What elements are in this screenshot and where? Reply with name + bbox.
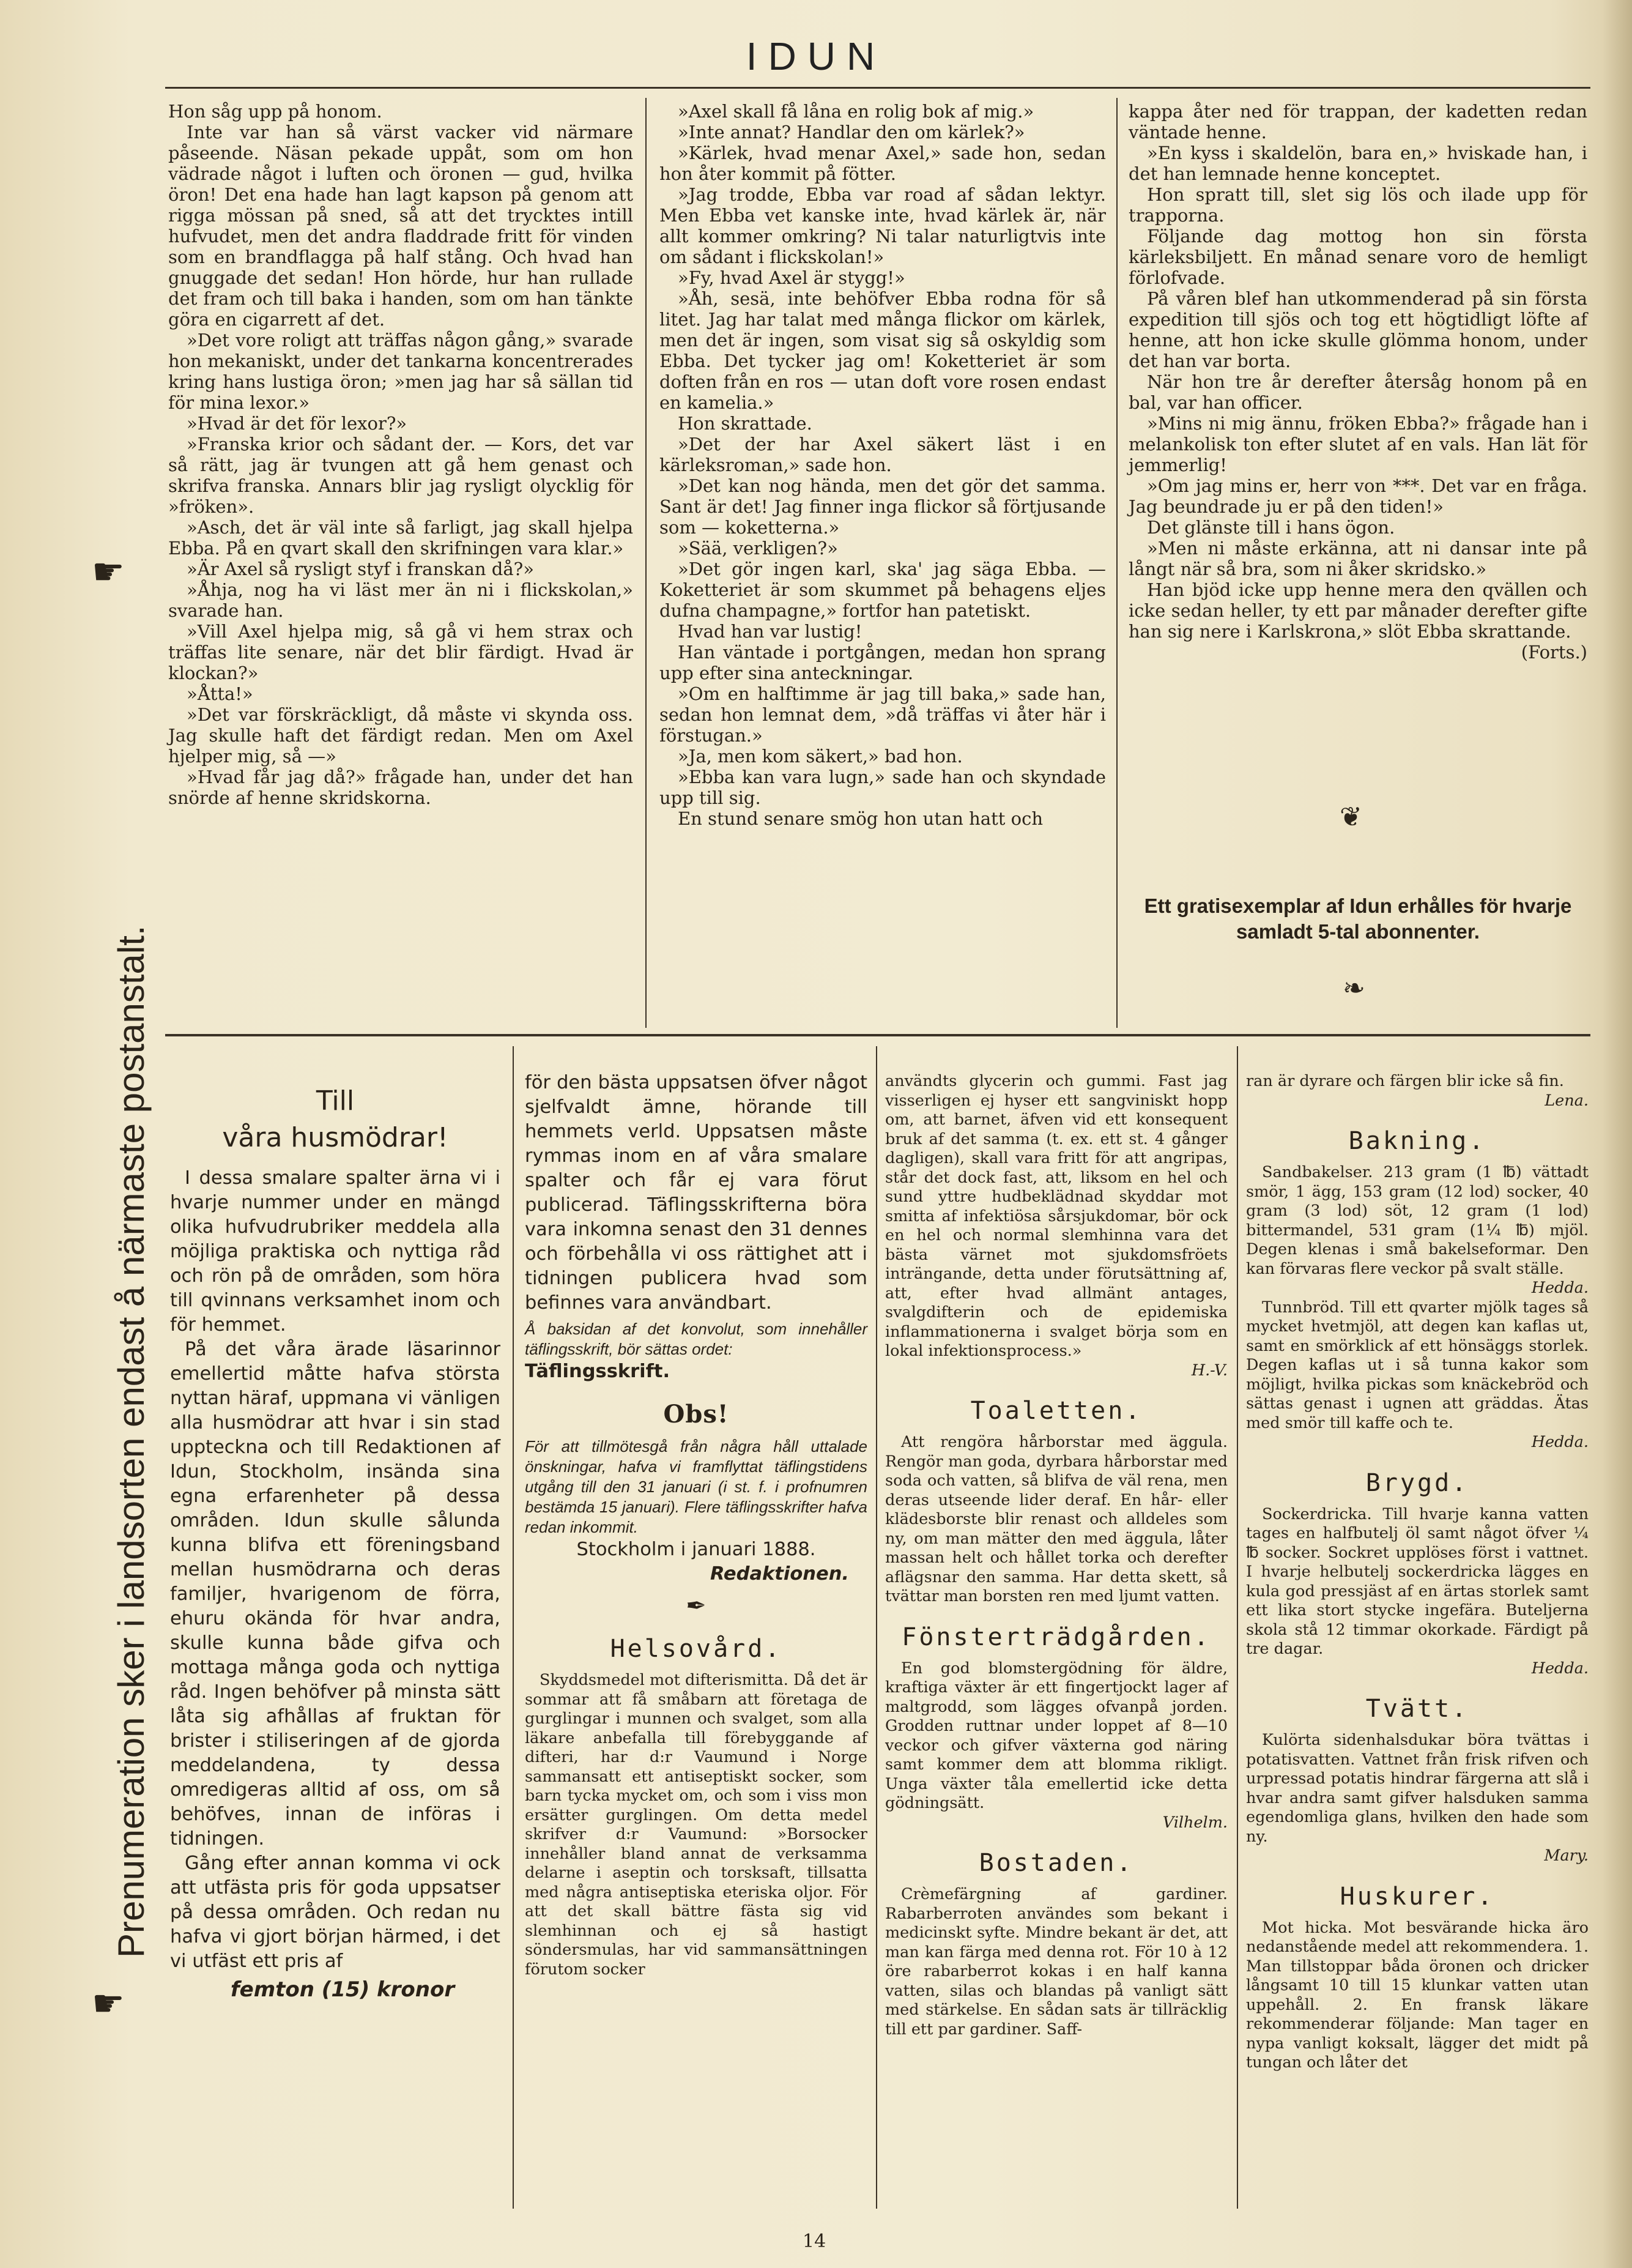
- story-paragraph: »Det gör ingen karl, ska' jag säga Ebba. — Koketteriet är som skummet på behagens eljes dufna champagne,» fortfor han patetiskt.: [659, 559, 1106, 621]
- bakning-text: Tunnbröd. Till ett qvarter mjölk tages så mycket hvetmjöl, att degen kan kaflas ut, samt en smörklick af ett hönsäggs storlek. Degen kaflas ut i så tunna kakor som möjligt, hvilka pickas som knäckebröd och sättas genast i ugnen att gräddas. Ätas med smör till kaffe och te.: [1246, 1298, 1589, 1432]
- story-paragraph: »En kyss i skaldelön, bara en,» hviskade han, i det han lemnade henne konceptet.: [1129, 143, 1587, 184]
- story-paragraph: »Inte annat? Handlar den om kärlek?»: [678, 122, 1025, 143]
- competition-word: Täflingsskrift.: [525, 1361, 670, 1382]
- obs-text: För att tillmötesgå från några håll uttalade önskningar, hafva vi framflyttat täflingstidens utgång till den 31 januari (i st. f. i profnumren bestämda 15 januari). Flere täflingsskrifter hafva redan inkommit.: [525, 1437, 867, 1536]
- story-paragraph: kappa åter ned för trappan, der kadetten redan väntade henne.: [1129, 101, 1587, 143]
- huskurer-heading: Huskurer.: [1340, 1882, 1495, 1911]
- story-paragraph: »Det var förskräckligt, då måste vi skynda oss. Jag skulle haft det färdigt redan. Men om Axel hjelper mig, så —»: [168, 704, 633, 767]
- story-paragraph: »Åtta!»: [187, 683, 253, 704]
- huskurer-text: Mot hicka. Mot besvärande hicka äro nedanstående medel att rekommendera. 1. Man tillstoppar båda öronen och dricker långsamt 10 till 15 klunkar vatten utan uppehåll. 2. En fransk läkare rekommenderar följande: Man tager en nypa vanligt koksalt, lägger det midt på tungan och låter det: [1246, 1918, 1589, 2072]
- brygd-text: Sockerdricka. Till hvarje kanna vatten tages en halfbutelj öl samt något öfver ¼ ℔ socker. Sockret upplöses först i vattnet. I hvarje helbutelj sockerdricka lägges en kula god pressjäst af en ärtas storlek samt ett lika stort stycke ingefära. Buteljerna skola stå 12 timmar okorkade. Färdigt på tre dagar.: [1246, 1504, 1589, 1658]
- story-paragraph: Han väntade i portgången, medan hon sprang upp efter sina anteckningar.: [659, 642, 1106, 683]
- story-paragraph: »Franska krior och sådant der. — Kors, det var så rätt, jag är tvungen att gå hem genast och skrifva franska. Annars blir jag rysligt olycklig för »fröken».: [168, 434, 633, 517]
- brygd-heading: Brygd.: [1365, 1468, 1469, 1497]
- story-paragraph: När hon tre år derefter återsåg honom på en bal, var han officer.: [1129, 371, 1587, 413]
- date-line: Stockholm i januari 1888.: [576, 1539, 816, 1560]
- story-paragraph: »Jag trodde, Ebba var road af sådan lektyr. Men Ebba vet kanske inte, hvad kärlek är, när allt kommer omkring? Ni talar naturligtvis inte om sådant i flickskolan!»: [659, 184, 1106, 267]
- story-paragraph: »Men ni måste erkänna, att ni dansar inte på långt när så bra, som ni åker skridsko.»: [1129, 538, 1587, 579]
- bostaden-heading: Bostaden.: [979, 1849, 1134, 1877]
- story-column-2: [659, 101, 1106, 829]
- section-title: [170, 1083, 500, 1156]
- masthead-rule: [165, 87, 1590, 89]
- till-paragraph: Gång efter annan komma vi ock att utfästa pris för goda uppsatser på dessa områden. Och redan nu hafva vi gjort början härmed, i det vi utfäst ett pris af: [170, 1853, 500, 1972]
- obs-heading: Obs!: [663, 1400, 729, 1429]
- story-paragraph: »Om en halftimme är jag till baka,» sade han, sedan hon lemnat dem, »då träffas vi åter här i förstugan.»: [659, 683, 1106, 746]
- story-column-3: [1129, 101, 1587, 663]
- story-paragraph: Inte var han så värst vacker vid närmare påseende. Näsan pekade uppåt, som om hon vädrade något i luften och öronen — gud, hvilka öron! Det ena hade han lagt kapson på genom att rigga mössan på sned, så att det trycktes intill hufvudet, men det andra fladdrade fritt för vinden som en brandflagga på half stång. Och hvad han gnuggade det sedan! Hon hörde, hur han rullade det fram och till baka i handen, som om han tänkte göra en cigarrett af det.: [168, 122, 633, 330]
- fonstertradgarden-heading: Fönsterträdgården.: [902, 1623, 1211, 1651]
- competition-instruction: Å baksidan af det konvolut, som innehåller täflingsskrift, bör sättas ordet:: [525, 1320, 867, 1358]
- section-till-husmodrar: [170, 1083, 500, 2002]
- helsovard-continued: användts glycerin och gummi. Fast jag visserligen ej hyser ett sangviniskt hopp om, att barnet, äfven vid ett konsequent bruk af det samma (t. ex. ett st. 4 gånger dagligen), skall vara fritt för att angripas, står det dock fast, att, liksom en hel och sund yttre hudbeklädnad skyddar mot smitta af infektiösa sårsjukdomar, bör ock en hel och normal slemhinna vara det bästa värnet mot sjukdomsfröets inträngande, detta under förutsättning af, att, efter hvad allmänt antages, svalgdifterin och de epidemiska inflammationerna i svalget börja som en lokal infektionsprocess.»: [885, 1072, 1228, 1360]
- toaletten-heading: Toaletten.: [970, 1397, 1143, 1425]
- bostaden-text: Crèmefärgning af gardiner. Rabarberroten användes som bekant i medicinskt syfte. Mindre bekant är det, att man kan färga med denna rot. För 10 à 12 öre rabarberrot kokas i en half kanna vatten, silas och blandas på vanligt sätt med stärkelse. En sådan sats är tillräcklig till ett par gardiner. Saff-: [885, 1885, 1228, 2039]
- story-paragraph: Hon skrattade.: [678, 413, 812, 434]
- column-divider: [1116, 98, 1118, 1028]
- masthead: IDUN: [746, 34, 886, 78]
- column-divider: [1237, 1046, 1238, 2209]
- story-paragraph: »Axel skall få låna en rolig bok af mig.»: [678, 101, 1034, 122]
- bostaden-continued: ran är dyrare och färgen blir icke så fin.: [1246, 1072, 1564, 1090]
- story-paragraph: Hvad han var lustig!: [678, 621, 862, 642]
- toaletten-text: Att rengöra hårborstar med äggula. Rengör man goda, dyrbara hårborstar med soda och vatten, så blifva de väl rena, men deras utseende lider deraf. En hår- eller klädesborste blir renast och alldeles som ny, om man mätter den med äggula, låter massan helt och hållet torka och derefter aflägsnar den samma. Har detta skett, så tvättar man borsten ren med ljumt vatten.: [885, 1433, 1228, 1605]
- story-paragraph: »Om jag mins er, herr von ***. Det var en fråga. Jag beundrade ju er på den tiden!»: [1129, 475, 1587, 517]
- story-paragraph: »Kärlek, hvad menar Axel,» sade hon, sedan hon åter kommit på fötter.: [659, 143, 1106, 184]
- quill-ornament-icon: ✒: [686, 1592, 707, 1620]
- tvatt-heading: Tvätt.: [1365, 1695, 1469, 1723]
- story-paragraph: »Sää, verkligen?»: [678, 538, 838, 559]
- page-number: 14: [803, 2231, 826, 2252]
- story-paragraph: »Hvad är det för lexor?»: [187, 413, 407, 434]
- story-paragraph: »Fy, hvad Axel är stygg!»: [678, 267, 905, 288]
- floral-ornament-icon: ❦: [1340, 801, 1362, 833]
- page-fold-shadow: [1603, 0, 1632, 2268]
- column-divider: [876, 1046, 877, 2209]
- section-column-c: [885, 1072, 1228, 2039]
- section-column-d: [1246, 1072, 1589, 2073]
- story-paragraph: »Det vore roligt att träffas någon gång,» svarade hon mekaniskt, under det tankarna koncentrerades kring hans lustiga öron; »men jag har så sällan tid för mina lexor.»: [168, 330, 633, 413]
- signature: Hedda.: [1531, 1279, 1589, 1297]
- story-paragraph: »Det kan nog hända, men det gör det samma. Sant är det! Jag finner inga flickor så förtjusande som — koketterna.»: [659, 475, 1106, 538]
- story-paragraph: »Mins ni mig ännu, fröken Ebba?» frågade han i melankolisk ton efter slutet af en vals. Han lät för jemmerlig!: [1129, 413, 1587, 475]
- story-paragraph: »Vill Axel hjelpa mig, så gå vi hem strax och träffas lite senare, när det blir färdigt. Hvad är klockan?»: [168, 621, 633, 683]
- bakning-text: Sandbakelser. 213 gram (1 ℔) vättadt smör, 1 ägg, 153 gram (12 lod) socker, 40 gram (3 lod) söt, 12 gram (1 lod) bittermandel, 531 gram (1¼ ℔) mjöl. Degen klenas i små bakelseformar. Den kan förvaras flere veckor på svalt ställe.: [1246, 1163, 1589, 1278]
- helsovard-text: Skyddsmedel mot difterismitta. Då det är sommar att få småbarn att företaga de gurglingar i munnen och svalget, som alla läkare anbefalla till förebyggande af difteri, har d:r Vaumund i Norge sammansatt ett antiseptiskt socker, som barn tycka mycket om, och som i viss mon ersätter gurglingen. Om detta medel skrifver d:r Vaumund: »Borsocker innehåller bland annat de verksamma delarne i aseptin och torsksaft, tillsatta med några antiseptiska eteriska oljor. För att det skall bättre fästa sig vid slemhinnan och ej så hastigt söndersmulas, har vid sammansättningen förutom socker: [525, 1671, 867, 1979]
- column-divider: [513, 1046, 514, 2209]
- fonstertradgarden-text: En god blomstergödning för äldre, kraftiga växter är ett fingertjockt lager af maltgrodd, som lägges ofvanpå jorden. Grodden ruttnar under loppet af 8—10 veckor och gifver växterna god näring samt kommer dem att blomma rikligt. Unga växter tåla emellertid icke detta gödningsätt.: [885, 1659, 1228, 1812]
- prize-text: femton (15) kronor: [230, 1977, 455, 2002]
- story-paragraph: »Är Axel så rysligt styf i franskan då?»: [187, 559, 534, 579]
- helsovard-heading: Helsovård.: [610, 1635, 782, 1663]
- story-paragraph: »Åhja, nog ha vi läst mer än ni i flickskolan,» svarade han.: [168, 579, 633, 621]
- title-line-1: Till: [316, 1085, 355, 1117]
- story-paragraph: »Det der har Axel säkert läst i en kärleksroman,» sade hon.: [659, 434, 1106, 475]
- signature: Hedda.: [1531, 1433, 1589, 1451]
- story-paragraph: Följande dag mottog hon sin första kärleksbiljett. En månad senare voro de hemligt förlofvade.: [1129, 226, 1587, 288]
- till-paragraph: I dessa smalare spalter ärna vi i hvarje nummer under en mängd olika hufvudrubriker meddela alla möjliga praktiska och nyttiga råd och rön på de områden, som höra till qvinnans verksamhet inom och för hemmet.: [170, 1167, 500, 1336]
- story-paragraph: Det glänste till i hans ögon.: [1147, 517, 1395, 538]
- sidebar-notice: Prenumeration sker i landsorten endast å närmaste postanstalt.: [111, 925, 152, 1958]
- signature: Mary.: [1544, 1846, 1589, 1865]
- signature: Redaktionen.: [710, 1563, 849, 1585]
- title-line-2: våra husmödrar!: [222, 1122, 448, 1153]
- story-column-1: [168, 101, 633, 808]
- story-paragraph: Hon såg upp på honom.: [168, 101, 382, 122]
- till-paragraph: På det våra ärade läsarinnor emellertid måtte hafva största nyttan häraf, uppmana vi vänligen alla husmödrar att hvar i sin stad uppteckna och till Redaktionen af Idun, Stockholm, insända sina egna erfarenheter på dessa områden. Idun skulle sålunda kunna blifva ett föreningsband mellan husmödrarna och deras familjer, hvarigenom de förra, ehuru okända för hvar andra, skulle kunna både gifva och mottaga många goda och nyttiga råd. Ingen behöfver på minsta sätt låta sig afhållas af fruktan för brister i stiliseringen af de gjorda meddelandena, ty dessa omredigeras alltid af oss, om så behöfves, innan de införas i tidningen.: [170, 1339, 500, 1850]
- story-paragraph: På våren blef han utkommenderad på sin första expedition till sjös och tog ett högtidligt löfte af henne, att hon icke skulle glömma honom, under det han var borta.: [1129, 288, 1587, 371]
- bakning-heading: Bakning.: [1348, 1127, 1486, 1155]
- competition-paragraph: för den bästa uppsatsen öfver något sjelfvaldt ämne, hörande till hemmets verld. Uppsatsen måste rymmas inom en af våra smalare spalter och får ej vara förut publicerad. Täflingsskrifterna böra vara inkomna senast den 31 dennes och förbehålla vi oss rättighet att i tidningen publicera hvad som befinnes vara användbart.: [525, 1072, 867, 1314]
- signature: Vilhelm.: [1162, 1813, 1228, 1832]
- story-continued: (Forts.): [1521, 642, 1587, 663]
- story-paragraph: »Ja, men kom säkert,» bad hon.: [678, 746, 963, 767]
- story-paragraph: »Åh, sesä, inte behöfver Ebba rodna för så litet. Jag har talat med många flickor om kärlek, men det är ingen, som visat sig så oskyldig som Ebba. Det tycker jag om! Koketteriet är som doften från en ros — utan doft vore rosen endast en kamelia.»: [659, 288, 1106, 413]
- story-paragraph: En stund senare smög hon utan hatt och: [678, 808, 1044, 829]
- story-paragraph: »Ebba kan vara lugn,» sade han och skyndade upp till sig.: [659, 767, 1106, 808]
- story-paragraph: »Hvad får jag då?» frågade han, under det han snörde af henne skridskorna.: [168, 767, 633, 808]
- pointing-hand-icon-top: ☛: [92, 551, 125, 593]
- section-rule: [165, 1034, 1590, 1036]
- story-paragraph: Hon spratt till, slet sig lös och ilade upp för trapporna.: [1129, 184, 1587, 226]
- pointing-hand-icon-bottom: ☛: [92, 1982, 125, 2025]
- story-paragraph: »Asch, det är väl inte så farligt, jag skall hjelpa Ebba. På en qvart skall den skrifningen vara klar.»: [168, 517, 633, 559]
- column-divider: [645, 98, 647, 1028]
- subscription-notice: Ett gratisexemplar af Idun erhålles för hvarje samladt 5-tal abonnenter.: [1144, 894, 1572, 943]
- floral-ornament-icon: ❧: [1343, 973, 1365, 1004]
- story-paragraph: Han bjöd icke upp henne mera den qvällen och icke sedan heller, ty ett par månader derefter gifte han sig nere i Karlskrona,» slöt Ebba skrattande.: [1129, 579, 1587, 642]
- tvatt-text: Kulörta sidenhalsdukar böra tvättas i potatisvatten. Vattnet från frisk rifven och urpressad potatis hindrar färgerna att slå i hvar andra samt gifver halsduken samma egendomliga glans, hvilken den hade som ny.: [1246, 1731, 1589, 1846]
- signature: Hedda.: [1531, 1659, 1589, 1678]
- signature: H.-V.: [1191, 1361, 1228, 1380]
- section-competition: [525, 1071, 867, 1979]
- signature: Lena.: [1545, 1091, 1589, 1110]
